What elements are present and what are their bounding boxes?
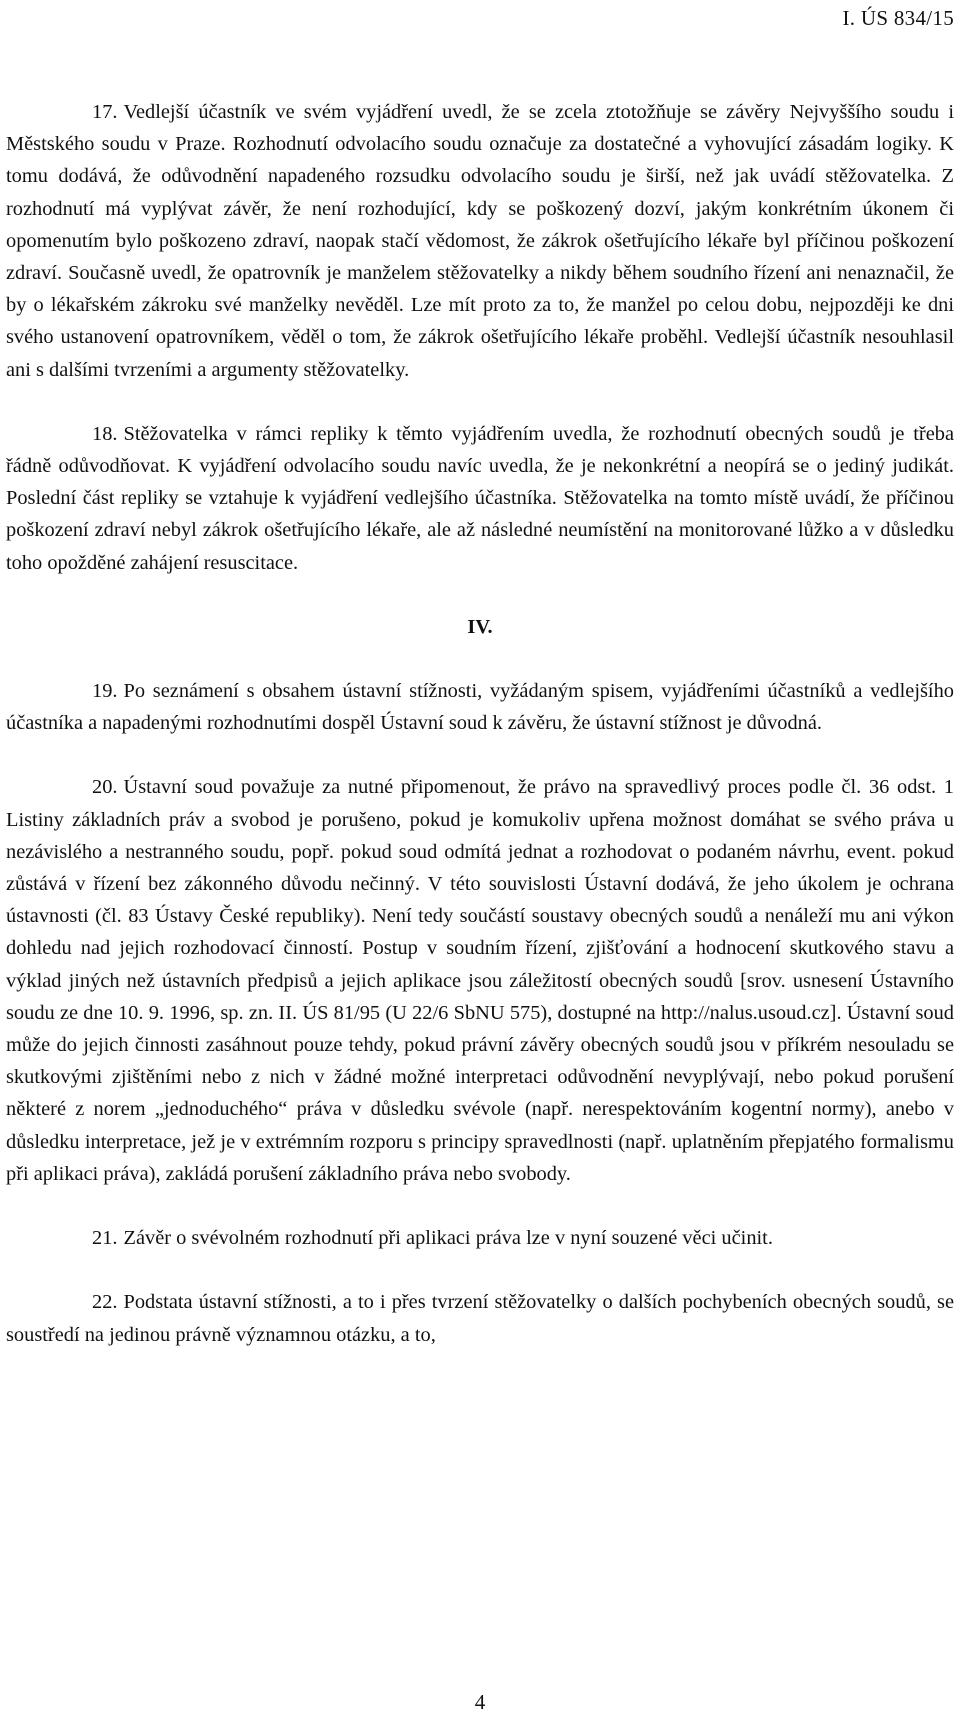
paragraph-number: 17. — [92, 101, 118, 123]
paragraph-number: 20. — [92, 776, 118, 799]
paragraph-21 — [6, 1222, 954, 1254]
paragraph-text: Ústavní soud považuje za nutné připomenout, že právo na spravedlivý proces podle čl. 36 odst. 1 Listiny základních práv a svobod je porušeno, pokud je komukoliv upřena možnost domáhat se svého práva u nezávislého a nestranného soudu, popř. pokud soud odmítá jednat a rozhodovat o podaném návrhu, event. pokud zůstává v řízení bez zákonného důvodu nečinný. V této souvislosti Ústavní dodává, že jeho úkolem je ochrana ústavnosti (čl. 83 Ústavy České republiky). Není tedy součástí soustavy obecných soudů a nenáleží mu ani výkon dohledu nad jejich rozhodovací činností. Postup v soudním řízení, zjišťování a hodnocení skutkového stavu a výklad jiných než ústavních předpisů a jejich aplikace jsou záležitostí obecných soudů [srov. usnesení Ústavního soudu ze dne 10. 9. 1996, sp. zn. II. ÚS 81/95 (U 22/6 SbNU 575), dostupné na http://nalus.usoud.cz]. Ústavní soud může do jejich činnosti zasáhnout pouze tehdy, pokud právní závěry obecných soudů jsou v příkrém nesouladu se skutkovými zjištěními nebo z nich v žádné možné interpretaci odůvodnění nevyplývají, nebo pokud porušení některé z norem „jednoduchého“ práva v důsledku svévole (např. nerespektováním kogentní normy), anebo v důsledku interpretace, jež je v extrémním rozporu s principy spravedlnosti (např. uplatněním přepjatého formalismu při aplikaci práva), zakládá porušení základního práva nebo svobody. — [6, 776, 954, 1185]
paragraph-text: Závěr o svévolném rozhodnutí při aplikaci práva lze v nyní souzené věci učinit. — [123, 1227, 773, 1250]
paragraph-number: 19. — [92, 680, 118, 703]
page-header: I. ÚS 834/15 — [842, 6, 954, 30]
paragraph-text: Vedlejší účastník ve svém vyjádření uvedl, že se zcela ztotožňuje se závěry Nejvyššího soudu i Městského soudu v Praze. Rozhodnutí odvolacího soudu označuje za dostatečné a vyhovující zásadám logiky. K tomu dodává, že odůvodnění napadeného rozsudku odvolacího soudu je širší, než jak uvádí stěžovatelka. Z rozhodnutí má vyplývat závěr, že není rozhodující, kdy se poškozený dozví, jakým konkrétním úkonem či opomenutím bylo poškozeno zdraví, naopak stačí vědomost, že zákrok ošetřujícího lékaře byl příčinou poškození zdraví. Současně uvedl, že opatrovník je manželem stěžovatelky a nikdy během soudního řízení ani nenaznačil, že by o lékařském zákroku své manželky nevěděl. Lze mít proto za to, že manžel po celou dobu, nejpozději ke dni svého ustanovení opatrovníkem, věděl o tom, že zákrok ošetřujícího lékaře proběhl. Vedlejší účastník nesouhlasil ani s dalšími tvrzeními a argumenty stěžovatelky. — [6, 101, 954, 381]
paragraph-number: 18. — [92, 422, 118, 445]
paragraph-18 — [6, 418, 954, 579]
paragraph-20 — [6, 771, 954, 1190]
paragraph-22 — [6, 1286, 954, 1350]
paragraph-text: Podstata ústavní stížnosti, a to i přes tvrzení stěžovatelky o dalších pochybeních obecných soudů, se soustředí na jedinou právně významnou otázku, a to, — [6, 1291, 954, 1346]
paragraph-text: Stěžovatelka v rámci repliky k těmto vyjádřením uvedla, že rozhodnutí obecných soudů je třeba řádně odůvodňovat. K vyjádření odvolacího soudu navíc uvedla, že je nekonkrétní a neopírá se o jediný judikát. Poslední část repliky se vztahuje k vyjádření vedlejšího účastníka. Stěžovatelka na tomto místě uvádí, že příčinou poškození zdraví nebyl zákrok ošetřujícího lékaře, ale až následné neumístění na monitorované lůžko a v důsledku toho opožděné zahájení resuscitace. — [6, 422, 954, 574]
paragraph-17 — [6, 96, 954, 386]
paragraph-text: Po seznámení s obsahem ústavní stížnosti, vyžádaným spisem, vyjádřeními účastníků a vedlejšího účastníka a napadenými rozhodnutími dospěl Ústavní soud k závěru, že ústavní stížnost je důvodná. — [6, 680, 954, 735]
page-number: 4 — [474, 1690, 486, 1714]
section-heading: IV. — [467, 615, 493, 638]
paragraph-number: 22. — [92, 1291, 118, 1314]
document-body — [6, 96, 954, 1383]
paragraph-number: 21. — [92, 1227, 118, 1250]
paragraph-19 — [6, 675, 954, 739]
